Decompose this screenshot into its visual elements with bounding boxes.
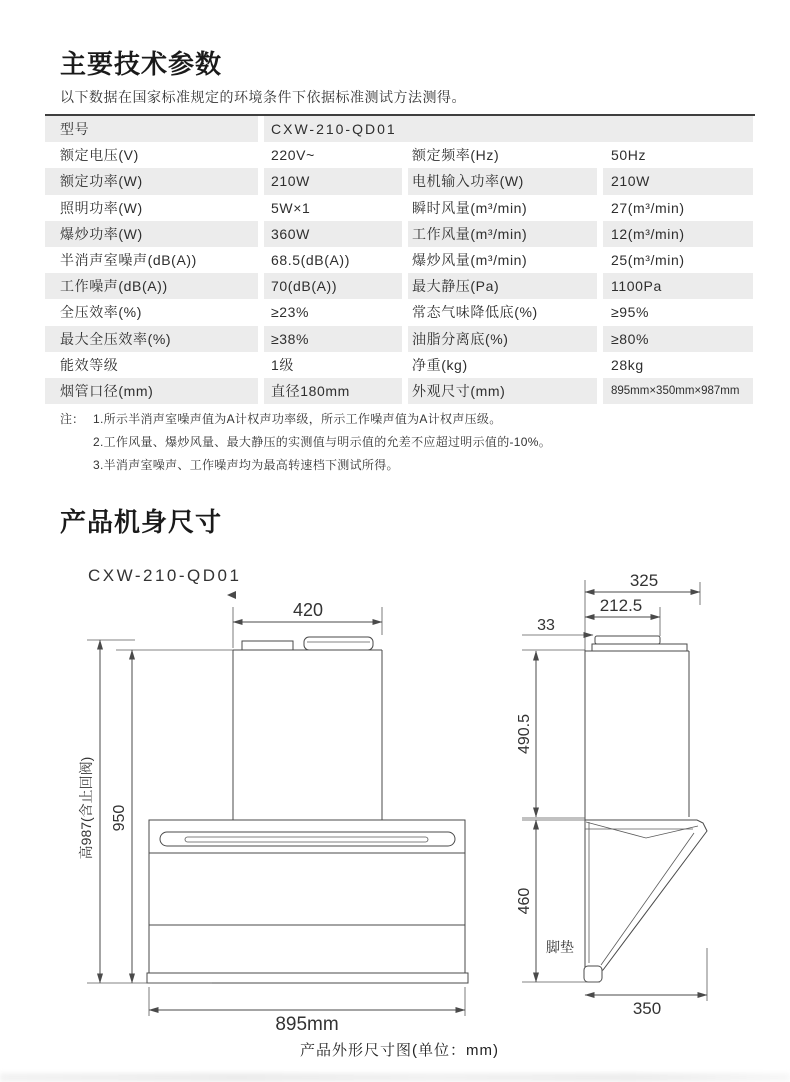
- spec-row: [45, 299, 755, 325]
- spec-value: ≥80%: [603, 326, 753, 352]
- dim-side-cap-height: 33: [537, 617, 555, 634]
- spec-value: 70(dB(A)): [264, 273, 402, 299]
- dim-side-lower-height: 460: [516, 887, 533, 915]
- spec-value: 5W×1: [271, 199, 311, 216]
- spec-label: 半消声室噪声(dB(A)): [60, 252, 197, 269]
- spec-table: [45, 114, 755, 404]
- spec-label: 最大静压(Pa): [408, 273, 597, 299]
- spec-value: ≥23%: [271, 304, 310, 321]
- dim-side-duct-offset: 212.5: [599, 596, 643, 615]
- drawing-model-label: CXW-210-QD01: [88, 566, 242, 585]
- spec-label: 额定电压(V): [60, 147, 139, 164]
- dimension-section-title: 产品机身尺寸: [60, 507, 223, 537]
- note-item-1: 1.所示半消声室噪声值为A计权声功率级，所示工作噪声值为A计权声压级。: [93, 412, 502, 426]
- spec-label: 型号: [45, 116, 258, 142]
- foot-pad-label: 脚垫: [546, 939, 574, 955]
- spec-label: 工作风量(m³/min): [408, 221, 597, 247]
- spec-label: 照明功率(W): [60, 199, 143, 216]
- spec-value: ≥38%: [264, 326, 402, 352]
- drawing-caption: 产品外形尺寸图(单位：mm): [300, 1042, 499, 1059]
- spec-row: [45, 273, 755, 299]
- spec-value: 360W: [264, 221, 402, 247]
- spec-label: 油脂分离底(%): [408, 326, 597, 352]
- spec-value: 1100Pa: [603, 273, 753, 299]
- spec-label: 爆炒功率(W): [45, 221, 258, 247]
- spec-value: 12(m³/min): [603, 221, 753, 247]
- notes-prefix: 注：: [60, 412, 85, 426]
- spec-value: 直径180mm: [264, 378, 402, 404]
- spec-label: 全压效率(%): [60, 304, 142, 321]
- spec-value: 50Hz: [611, 147, 647, 164]
- spec-row-model: [45, 116, 755, 142]
- spec-value: 25(m³/min): [611, 252, 685, 269]
- spec-row: [45, 168, 755, 194]
- dimension-drawing: [0, 560, 790, 1060]
- spec-label: 爆炒风量(m³/min): [412, 252, 528, 269]
- spec-value-model: CXW-210-QD01: [264, 116, 753, 142]
- spec-value: ≥95%: [611, 304, 650, 321]
- spec-value: 27(m³/min): [611, 199, 685, 216]
- note-item-3: 3.半消声室噪声、工作噪声均为最高转速档下测试所得。: [93, 458, 399, 472]
- spec-label: 最大全压效率(%): [45, 326, 258, 352]
- spec-row: [45, 195, 755, 221]
- spec-value: 210W: [264, 168, 402, 194]
- cutoff-content-strip: [0, 1073, 790, 1082]
- spec-value: 1级: [271, 356, 294, 373]
- spec-value: 895mm×350mm×987mm: [603, 378, 753, 404]
- spec-value: 220V~: [271, 147, 315, 164]
- spec-value: 28kg: [611, 356, 644, 373]
- dim-side-total-depth: 325: [629, 571, 659, 590]
- spec-value: 68.5(dB(A)): [271, 252, 350, 269]
- tech-section-subtitle: 以下数据在国家标准规定的环境条件下依据标准测试方法测得。: [60, 89, 466, 105]
- note-item-2: 2.工作风量、爆炒风量、最大静压的实测值与明示值的允差不应超过明示值的-10%。: [93, 435, 552, 449]
- spec-label: 电机输入功率(W): [408, 168, 597, 194]
- spec-row: [45, 247, 755, 273]
- spec-row: [45, 326, 755, 352]
- spec-label: 额定频率(Hz): [412, 147, 500, 164]
- dim-front-top-width: 420: [292, 600, 324, 620]
- spec-row: [45, 142, 755, 168]
- front-view: [78, 591, 468, 1035]
- spec-label: 工作噪声(dB(A)): [45, 273, 258, 299]
- leader-arrow-icon: [227, 591, 236, 599]
- spec-label: 额定功率(W): [45, 168, 258, 194]
- spec-label: 常态气味降低底(%): [412, 304, 538, 321]
- spec-row: [45, 378, 755, 404]
- tech-section-title: 主要技术参数: [60, 49, 223, 79]
- dim-front-body-height: 950: [111, 804, 128, 832]
- side-view: [516, 571, 707, 1018]
- spec-label: 外观尺寸(mm): [408, 378, 597, 404]
- spec-label: 净重(kg): [412, 356, 468, 373]
- spec-label: 瞬时风量(m³/min): [412, 199, 528, 216]
- spec-value: 210W: [603, 168, 753, 194]
- spec-row: [45, 221, 755, 247]
- spec-label: 烟管口径(mm): [45, 378, 258, 404]
- dim-front-total-height: 高987(含止回阀): [78, 756, 94, 860]
- notes-block: [60, 408, 733, 477]
- dim-side-upper-height: 490.5: [516, 713, 533, 755]
- dim-front-bottom-width: 895mm: [275, 1014, 339, 1035]
- spec-row: [45, 352, 755, 378]
- spec-label: 能效等级: [60, 356, 119, 373]
- dim-side-bottom-depth: 350: [632, 999, 662, 1018]
